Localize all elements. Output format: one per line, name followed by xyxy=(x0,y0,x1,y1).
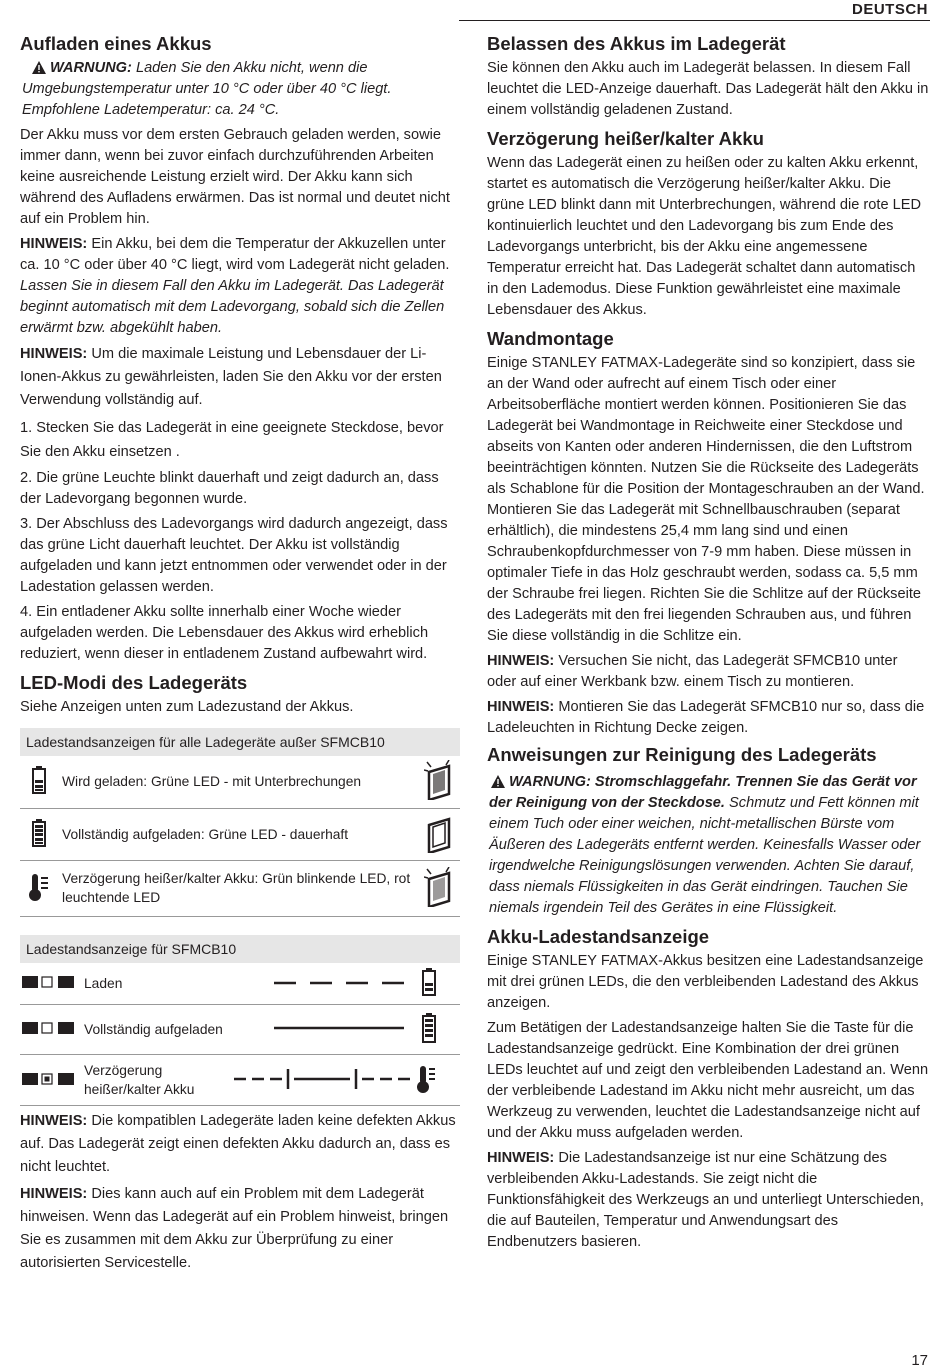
led-indicator-icon xyxy=(21,1021,79,1035)
note xyxy=(20,1110,460,1179)
note xyxy=(487,697,930,739)
note-text: Die kompatiblen Ladegeräte laden keine defekten Akkus auf. Das Ladegerät zeigt einen defekten Akku dadurch an, dass es nicht leuchtet. xyxy=(20,1113,456,1175)
led-indicator-icon xyxy=(21,1072,79,1086)
table-cell: Vollständig aufgeladen: Grüne LED - dauerhaft xyxy=(58,808,423,860)
battery-charging-icon xyxy=(32,766,46,794)
note-label: HINWEIS: xyxy=(20,346,88,362)
led-table-standard xyxy=(20,728,460,917)
paragraph: Siehe Anzeigen unten zum Ladezustand der Akkus. xyxy=(20,699,354,715)
battery-full-icon xyxy=(32,819,46,847)
hot-cold-pattern-icon xyxy=(234,1063,454,1095)
note-text: Die Ladestandsanzeige ist nur eine Schätzung des verbleibenden Akku-Ladestands. Sie zeigt nicht die Funktionsfähigkeit des Werkzeugs an und unterliegt Unterschieden, die auf Bauteilen, Temperatur und Anwendungsart des Endbenutzers basieren. xyxy=(487,1150,924,1250)
table-row xyxy=(20,963,460,1005)
note-label: HINWEIS: xyxy=(20,236,88,252)
note-italic: Lassen Sie in diesem Fall den Akku im Ladegerät. Das Ladegerät beginnt automatisch mit dem Ladevorgang, sobald sich die Zellen erwärmt bzw. abgekühlt haben. xyxy=(20,278,445,336)
led-indicator-icon xyxy=(21,975,79,989)
section-title-wall-mount: Wandmontage xyxy=(487,328,614,349)
step-4: 4. Ein entladener Akku sollte innerhalb einer Woche wieder aufgeladen werden. Die Lebensdauer des Akkus wird erheblich reduziert, wenn dieser in entladenem Zustand aufbewahrt wird. xyxy=(20,604,429,662)
paragraph: Zum Betätigen der Ladestandsanzeige halten Sie die Taste für die Ladestandsanzeige gedrückt. Eine Kombination der drei grünen LEDs leuchtet auf und zeigt den verbleibenden Ladestand an. Wenn der verbleibende Ladestand im Akku nicht mehr ausreicht, um das Werkzeug zu verwenden, leuchtet die Ladestandsanzeige nicht auf und der Akku muss aufgeladen werden. xyxy=(487,1020,929,1141)
step-1: 1. Stecken Sie das Ladegerät in eine geeignete Steckdose, bevor Sie den Akku einsetzen . xyxy=(20,420,444,460)
full-pattern-icon xyxy=(274,1011,454,1045)
table-header: Ladestandsanzeige für SFMCB10 xyxy=(20,935,460,963)
table-cell: Verzögerung heißer/kalter Akku: Grün blinkende LED, rot leuchtende LED xyxy=(58,860,423,916)
table-row xyxy=(20,1055,460,1106)
section-title-led-modes: LED-Modi des Ladegeräts xyxy=(20,672,248,693)
note xyxy=(20,234,460,339)
warning-cleaning xyxy=(487,772,930,919)
led-table-sfmcb10 xyxy=(20,935,460,1107)
page-number: 17 xyxy=(911,1352,928,1369)
note-text: Montieren Sie das Ladegerät SFMCB10 nur so, dass die Ladeleuchten in Richtung Decke zeigen. xyxy=(487,699,925,736)
note-text: Dies kann auch auf ein Problem mit dem Ladegerät hinweisen. Wenn das Ladegerät auf ein Problem hinweist, bringen Sie es zusammen mit dem Akku zur Überprüfung zu einer autorisierten Servicestelle. xyxy=(20,1186,449,1271)
table-cell: Vollständig aufgeladen xyxy=(80,1005,233,1055)
note-label: HINWEIS: xyxy=(20,1113,88,1129)
paragraph: Der Akku muss vor dem ersten Gebrauch geladen werden, sowie immer dann, wenn bei zuvor einfach durchzuführenden Arbeiten keine ausreichende Leistung erzielt wird. Der Akku kann sich während des Aufladens erwärmen. Das ist normal und deutet nicht auf ein Problem hin. xyxy=(20,127,450,227)
section-title-hot-cold-delay: Verzögerung heißer/kalter Akku xyxy=(487,128,764,149)
charger-blinking-icon xyxy=(424,760,454,800)
left-column xyxy=(20,32,460,1279)
note xyxy=(487,1148,930,1253)
header-rule xyxy=(459,20,930,21)
table-cell: Laden xyxy=(80,963,233,1005)
table-row xyxy=(20,756,460,808)
paragraph: Sie können den Akku auch im Ladegerät belassen. In diesem Fall leuchtet die LED-Anzeige dauerhaft. Das Ladegerät hält den Akku in einem vollständig geladenen Zustand. xyxy=(487,60,929,118)
table-row xyxy=(20,1005,460,1055)
note-text: Ein Akku, bei dem die Temperatur der Akkuzellen unter ca. 10 °C oder über 40 °C liegt, wird vom Ladegerät nicht geladen. xyxy=(20,236,450,273)
section-title-charging: Aufladen eines Akkus xyxy=(20,33,212,54)
warning-text: Schmutz und Fett können mit einem Tuch oder einer weichen, nicht-metallischen Bürste vom Äußeren des Ladegeräts entfernt werden. Keinesfalls Wasser oder irgendwelche Reinigungslösungen verwenden. Achten Sie darauf, dass niemals Flüssigkeiten in das Gerät eindringen. Tauchen Sie niemals irgendein Teil des Gerätes in eine Flüssigkeit. xyxy=(489,795,921,916)
table-row xyxy=(20,808,460,860)
warning-icon xyxy=(32,61,46,74)
paragraph: Wenn das Ladegerät einen zu heißen oder zu kalten Akku erkennt, startet es automatisch die Verzögerung heißer/kalter Akku. Die grüne LED blinkt dann mit Unterbrechungen, während die rote LED kontinuierlich leuchtet und den Ladevorgang bis zum Ende des Ladevorgangs unterbricht, bis der Akku eine angemessene Temperatur erreicht hat. Das Ladegerät schaltet dann automatisch in den Lademodus. Diese Funktion gewährleistet eine maximale Lebensdauer des Akkus. xyxy=(487,155,922,318)
note-label: HINWEIS: xyxy=(487,653,555,669)
section-title-leaving-battery: Belassen des Akkus im Ladegerät xyxy=(487,33,786,54)
note xyxy=(20,1183,460,1275)
charging-pattern-icon xyxy=(274,967,454,997)
note xyxy=(487,651,930,693)
warning-icon xyxy=(491,775,505,788)
table-row xyxy=(20,860,460,916)
right-column xyxy=(487,32,930,1257)
note-label: HINWEIS: xyxy=(487,699,555,715)
language-label: DEUTSCH xyxy=(851,1,928,18)
note xyxy=(20,343,460,412)
charger-solid-icon xyxy=(424,813,454,853)
step-2: 2. Die grüne Leuchte blinkt dauerhaft und zeigt dadurch an, dass der Ladevorgang begonnen wurde. xyxy=(20,470,439,507)
section-title-cleaning: Anweisungen zur Reinigung des Ladegeräts xyxy=(487,744,877,765)
section-title-battery-gauge: Akku-Ladestandsanzeige xyxy=(487,926,710,947)
table-cell: Verzögerung heißer/kalter Akku xyxy=(80,1055,233,1106)
note-text: Versuchen Sie nicht, das Ladegerät SFMCB10 unter oder auf einer Werkbank bzw. einem Tisch zu montieren. xyxy=(487,653,898,690)
warning-bold: WARNUNG: Stromschlaggefahr. Trennen Sie das Gerät vor der Reinigung von der Steckdose. xyxy=(489,774,917,811)
paragraph: Einige STANLEY FATMAX-Akkus besitzen eine Ladestandsanzeige mit drei grünen LEDs, die den verbleibenden Ladestand des Akkus anzeigen. xyxy=(487,953,924,1011)
warning-label: WARNUNG: xyxy=(50,60,132,76)
note-label: HINWEIS: xyxy=(487,1150,555,1166)
note-label: HINWEIS: xyxy=(20,1186,88,1202)
table-cell: Wird geladen: Grüne LED - mit Unterbrechungen xyxy=(58,756,423,808)
note-text: Um die maximale Leistung und Lebensdauer der Li-Ionen-Akkus zu gewährleisten, laden Sie den Akku vor der ersten Verwendung vollständig auf. xyxy=(20,346,442,408)
warning-text: Laden Sie den Akku nicht, wenn die Umgebungstemperatur unter 10 °C oder über 40 °C liegt. Empfohlene Ladetemperatur: ca. 24 °C. xyxy=(22,60,392,118)
charger-hot-cold-icon xyxy=(424,867,454,907)
warning-charging xyxy=(20,58,460,121)
step-3: 3. Der Abschluss des Ladevorgangs wird dadurch angezeigt, dass das grüne Licht dauerhaft leuchtet. Der Akku ist vollständig aufgeladen und kann jetzt entnommen oder verwendet oder in der Ladestation gelassen werden. xyxy=(20,516,448,595)
table-header: Ladestandsanzeigen für alle Ladegeräte außer SFMCB10 xyxy=(20,728,460,756)
paragraph: Einige STANLEY FATMAX-Ladegeräte sind so konzipiert, dass sie an der Wand oder aufrecht auf einem Tisch oder einer Arbeitsoberfläche montiert werden können. Positionieren Sie das Ladegerät bei Wandmontage in Reichweite einer Steckdose und abseits von Kanten oder anderen Hindernissen, die den Luftstrom beeinträchtigen könnten. Nutzen Sie die Rückseite des Ladegeräts als Schablone für die Position der Montageschrauben an der Wand. Montieren Sie das Ladegerät mit Schnellbauschrauben (separat erhältlich), die mindestens 25,4 mm lang sind und einen Schraubenkopfdurchmesser von 7-9 mm haben. Diese müssen in optimaler Tiefe in das Holz geschraubt werden, sodass ca. 5,5 mm der Schraube frei liegen. Richten Sie die Schlitze auf der Rückseite des Ladegeräts mit den frei liegenden Schrauben aus, und führen Sie diese vollständig in die Schlitze ein. xyxy=(487,355,925,644)
thermometer-icon xyxy=(28,872,50,902)
